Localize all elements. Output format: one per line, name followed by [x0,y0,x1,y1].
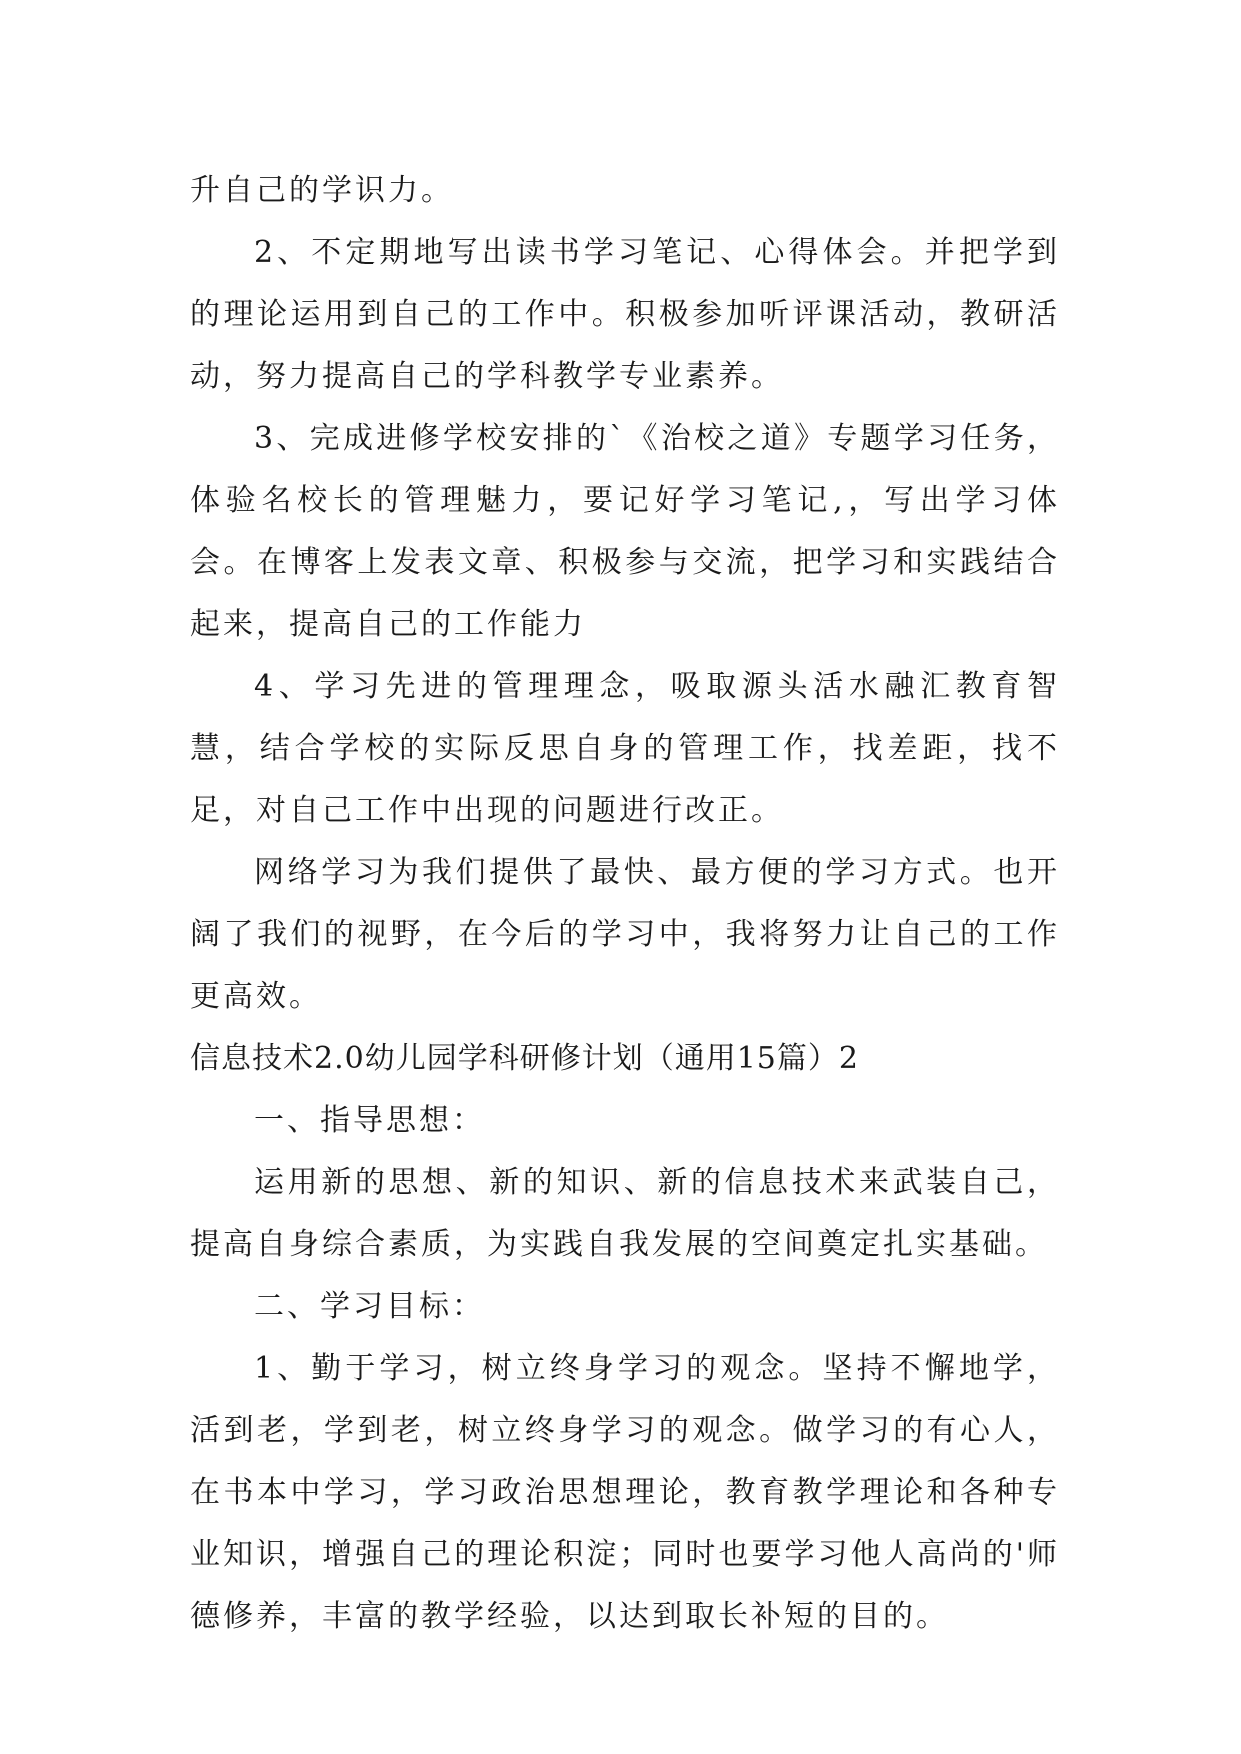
paragraph-item-4: 4、学习先进的管理理念，吸取源头活水融汇教育智慧，结合学校的实际反思自身的管理工作，找差距，找不足，对自己工作中出现的问题进行改正。 [190,669,1060,828]
paragraph-guiding-thought: 运用新的思想、新的知识、新的信息技术来武装自己，提高自身综合素质，为实践自我发展的空间奠定扎实基础。 [190,1165,1060,1262]
paragraph-item-2: 2、不定期地写出读书学习笔记、心得体会。并把学到的理论运用到自己的工作中。积极参加听评课活动，教研活动，努力提高自己的学科教学专业素养。 [190,235,1060,394]
paragraph-conclusion: 网络学习为我们提供了最快、最方便的学习方式。也开阔了我们的视野，在今后的学习中，我将努力让自己的工作更高效。 [190,855,1060,1014]
paragraph-goal-1: 1、勤于学习，树立终身学习的观念。坚持不懈地学，活到老，学到老，树立终身学习的观念。做学习的有心人，在书本中学习，学习政治思想理论，教育教学理论和各种专业知识，增强自己的理论积淀；同时也要学习他人高尚的'师德修养，丰富的教学经验，以达到取长补短的目的。 [190,1351,1060,1634]
section-title: 信息技术2.0幼儿园学科研修计划（通用15篇）2 [190,1041,859,1076]
heading-learning-goals: 二、学习目标： [254,1289,485,1324]
heading-guiding-thought: 一、指导思想： [254,1103,485,1138]
paragraph-continuation: 升自己的学识力。 [190,173,454,208]
document-body [190,160,1060,1648]
paragraph-item-3: 3、完成进修学校安排的`《治校之道》专题学习任务，体验名校长的管理魅力，要记好学习笔记,，写出学习体会。在博客上发表文章、积极参与交流，把学习和实践结合起来，提高自己的工作能力 [190,421,1060,642]
